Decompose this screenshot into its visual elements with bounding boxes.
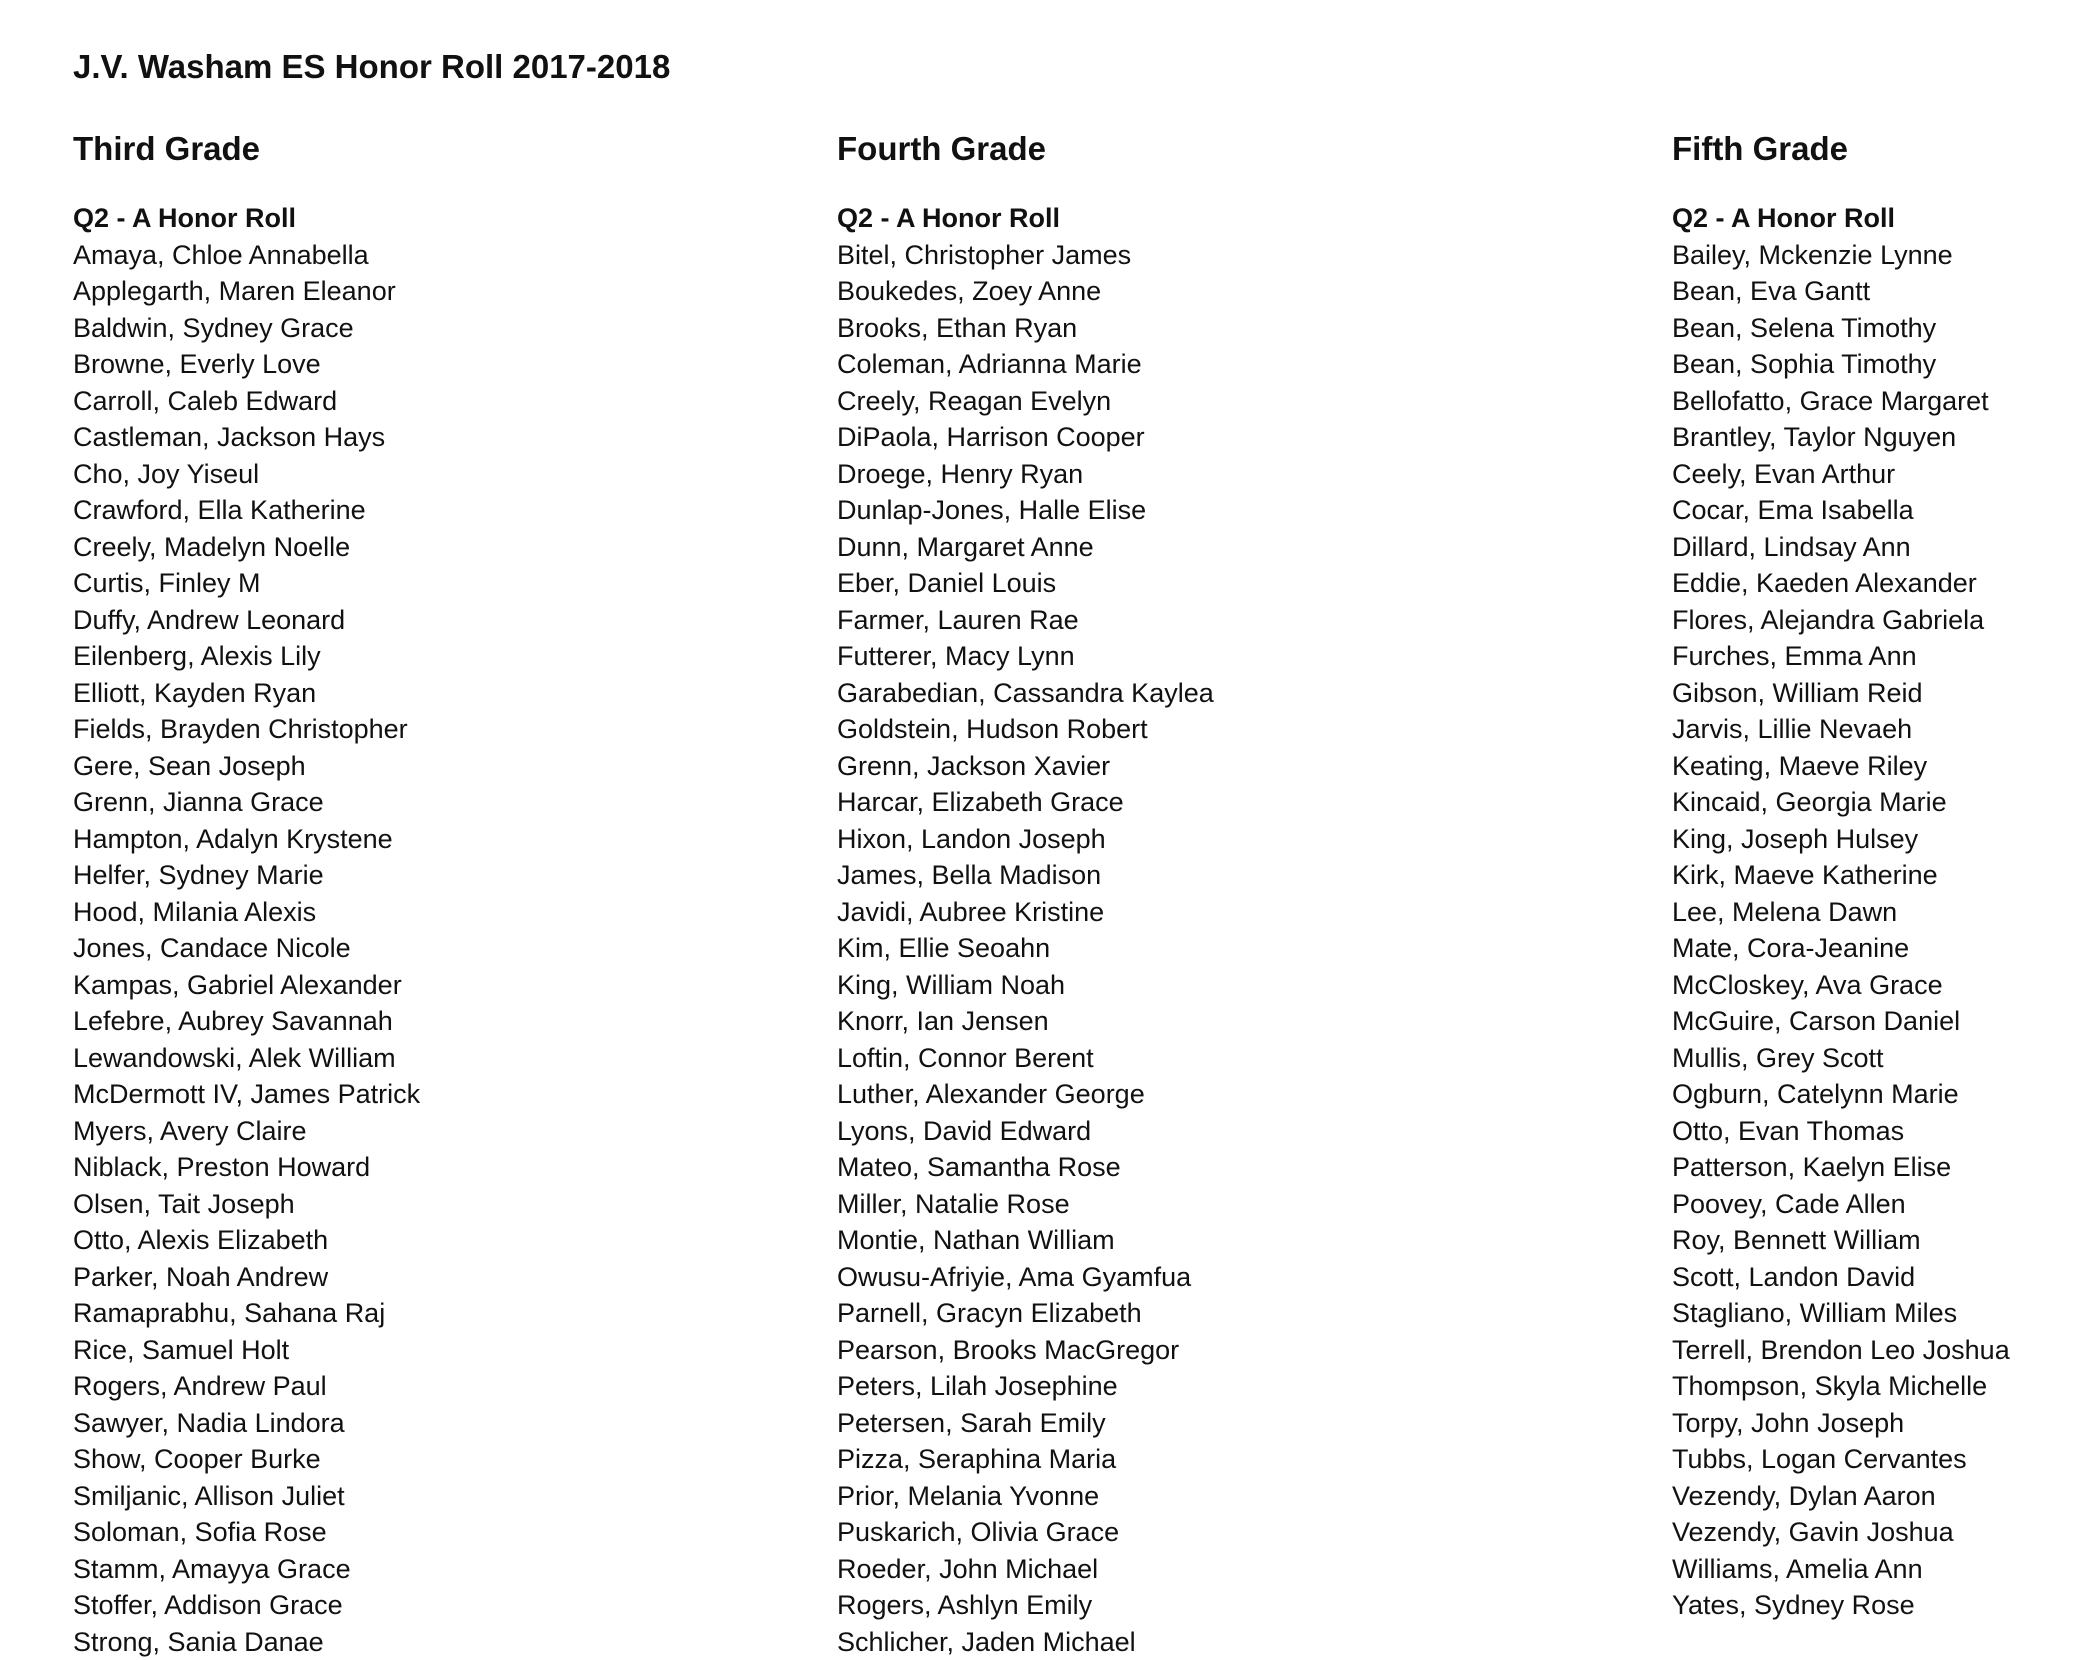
student-name: Droege, Henry Ryan (837, 456, 1214, 493)
student-name: Peters, Lilah Josephine (837, 1368, 1214, 1405)
student-name: Vezendy, Gavin Joshua (1672, 1514, 2010, 1551)
student-name: Jarvis, Lillie Nevaeh (1672, 711, 2010, 748)
student-name: Kincaid, Georgia Marie (1672, 784, 2010, 821)
student-name: Terrell, Brendon Leo Joshua (1672, 1332, 2010, 1369)
student-name: Lee, Melena Dawn (1672, 894, 2010, 931)
student-name: Olsen, Tait Joseph (73, 1186, 420, 1223)
student-name: Dunn, Margaret Anne (837, 529, 1214, 566)
student-name: Lyons, David Edward (837, 1113, 1214, 1150)
student-name: Fields, Brayden Christopher (73, 711, 420, 748)
student-name: Petersen, Sarah Emily (837, 1405, 1214, 1442)
student-name: Hixon, Landon Joseph (837, 821, 1214, 858)
student-name: Stamm, Amayya Grace (73, 1551, 420, 1588)
student-name: Mullis, Grey Scott (1672, 1040, 2010, 1077)
student-name: Lefebre, Aubrey Savannah (73, 1003, 420, 1040)
student-name: Rice, Samuel Holt (73, 1332, 420, 1369)
student-name: Schlicher, Jaden Michael (837, 1624, 1214, 1660)
student-name: Harcar, Elizabeth Grace (837, 784, 1214, 821)
student-name: Kampas, Gabriel Alexander (73, 967, 420, 1004)
student-name: Carroll, Caleb Edward (73, 383, 420, 420)
student-name: Brooks, Ethan Ryan (837, 310, 1214, 347)
student-name: Myers, Avery Claire (73, 1113, 420, 1150)
student-name: Eber, Daniel Louis (837, 565, 1214, 602)
student-name: Strong, Sania Danae (73, 1624, 420, 1660)
student-name: Thompson, Skyla Michelle (1672, 1368, 2010, 1405)
student-name: McGuire, Carson Daniel (1672, 1003, 2010, 1040)
student-name: Coleman, Adrianna Marie (837, 346, 1214, 383)
honor-roll-section-heading: Q2 - A Honor Roll (837, 200, 1214, 237)
student-name: Pizza, Seraphina Maria (837, 1441, 1214, 1478)
student-name: Bean, Sophia Timothy (1672, 346, 2010, 383)
honor-roll-section-heading: Q2 - A Honor Roll (1672, 200, 2010, 237)
student-name: Creely, Reagan Evelyn (837, 383, 1214, 420)
student-name: Bailey, Mckenzie Lynne (1672, 237, 2010, 274)
student-name: Prior, Melania Yvonne (837, 1478, 1214, 1515)
student-name: Hampton, Adalyn Krystene (73, 821, 420, 858)
fourth-grade-column (837, 126, 1214, 1660)
student-name: Gere, Sean Joseph (73, 748, 420, 785)
student-name: Futterer, Macy Lynn (837, 638, 1214, 675)
document-title: J.V. Washam ES Honor Roll 2017-2018 (73, 44, 670, 90)
student-name: Applegarth, Maren Eleanor (73, 273, 420, 310)
student-name: Elliott, Kayden Ryan (73, 675, 420, 712)
student-name: Kirk, Maeve Katherine (1672, 857, 2010, 894)
grade-heading: Fourth Grade (837, 126, 1214, 172)
student-name: Farmer, Lauren Rae (837, 602, 1214, 639)
student-name: Dunlap-Jones, Halle Elise (837, 492, 1214, 529)
student-name: Poovey, Cade Allen (1672, 1186, 2010, 1223)
student-name: Grenn, Jianna Grace (73, 784, 420, 821)
student-name: Smiljanic, Allison Juliet (73, 1478, 420, 1515)
student-name: Cocar, Ema Isabella (1672, 492, 2010, 529)
student-name: DiPaola, Harrison Cooper (837, 419, 1214, 456)
student-name: McDermott IV, James Patrick (73, 1076, 420, 1113)
student-name: Ceely, Evan Arthur (1672, 456, 2010, 493)
student-name: Crawford, Ella Katherine (73, 492, 420, 529)
student-name: Ogburn, Catelynn Marie (1672, 1076, 2010, 1113)
student-name: Otto, Evan Thomas (1672, 1113, 2010, 1150)
student-name: Grenn, Jackson Xavier (837, 748, 1214, 785)
student-name: Baldwin, Sydney Grace (73, 310, 420, 347)
student-name: Torpy, John Joseph (1672, 1405, 2010, 1442)
student-name: Luther, Alexander George (837, 1076, 1214, 1113)
student-name: Browne, Everly Love (73, 346, 420, 383)
student-name: Mate, Cora-Jeanine (1672, 930, 2010, 967)
student-name: Kim, Ellie Seoahn (837, 930, 1214, 967)
student-name: Yates, Sydney Rose (1672, 1587, 2010, 1624)
student-name: Rogers, Ashlyn Emily (837, 1587, 1214, 1624)
student-name: Miller, Natalie Rose (837, 1186, 1214, 1223)
student-name: King, Joseph Hulsey (1672, 821, 2010, 858)
student-name-list (837, 237, 1214, 1660)
student-name: Rogers, Andrew Paul (73, 1368, 420, 1405)
student-name: Bean, Selena Timothy (1672, 310, 2010, 347)
student-name: Castleman, Jackson Hays (73, 419, 420, 456)
grade-heading: Fifth Grade (1672, 126, 2010, 172)
student-name: Brantley, Taylor Nguyen (1672, 419, 2010, 456)
student-name: Duffy, Andrew Leonard (73, 602, 420, 639)
student-name: Sawyer, Nadia Lindora (73, 1405, 420, 1442)
student-name: Lewandowski, Alek William (73, 1040, 420, 1077)
student-name: Tubbs, Logan Cervantes (1672, 1441, 2010, 1478)
student-name: Otto, Alexis Elizabeth (73, 1222, 420, 1259)
student-name: Hood, Milania Alexis (73, 894, 420, 931)
student-name: Roeder, John Michael (837, 1551, 1214, 1588)
student-name: McCloskey, Ava Grace (1672, 967, 2010, 1004)
student-name: Helfer, Sydney Marie (73, 857, 420, 894)
student-name: Eddie, Kaeden Alexander (1672, 565, 2010, 602)
student-name: Creely, Madelyn Noelle (73, 529, 420, 566)
student-name: Keating, Maeve Riley (1672, 748, 2010, 785)
student-name: Cho, Joy Yiseul (73, 456, 420, 493)
student-name: Ramaprabhu, Sahana Raj (73, 1295, 420, 1332)
student-name: Loftin, Connor Berent (837, 1040, 1214, 1077)
fifth-grade-column (1672, 126, 2010, 1624)
student-name: Vezendy, Dylan Aaron (1672, 1478, 2010, 1515)
student-name: Jones, Candace Nicole (73, 930, 420, 967)
student-name: James, Bella Madison (837, 857, 1214, 894)
student-name: Puskarich, Olivia Grace (837, 1514, 1214, 1551)
student-name: Bitel, Christopher James (837, 237, 1214, 274)
student-name: Flores, Alejandra Gabriela (1672, 602, 2010, 639)
student-name-list (1672, 237, 2010, 1624)
student-name: Roy, Bennett William (1672, 1222, 2010, 1259)
student-name: Show, Cooper Burke (73, 1441, 420, 1478)
student-name: Boukedes, Zoey Anne (837, 273, 1214, 310)
student-name: Bean, Eva Gantt (1672, 273, 2010, 310)
student-name: Mateo, Samantha Rose (837, 1149, 1214, 1186)
third-grade-column (73, 126, 420, 1660)
student-name: Curtis, Finley M (73, 565, 420, 602)
student-name: Parnell, Gracyn Elizabeth (837, 1295, 1214, 1332)
student-name: Soloman, Sofia Rose (73, 1514, 420, 1551)
student-name: Knorr, Ian Jensen (837, 1003, 1214, 1040)
student-name: Parker, Noah Andrew (73, 1259, 420, 1296)
student-name: Owusu-Afriyie, Ama Gyamfua (837, 1259, 1214, 1296)
student-name-list (73, 237, 420, 1660)
student-name: Furches, Emma Ann (1672, 638, 2010, 675)
student-name: Javidi, Aubree Kristine (837, 894, 1214, 931)
student-name: Bellofatto, Grace Margaret (1672, 383, 2010, 420)
student-name: Scott, Landon David (1672, 1259, 2010, 1296)
student-name: Stoffer, Addison Grace (73, 1587, 420, 1624)
student-name: Niblack, Preston Howard (73, 1149, 420, 1186)
grade-heading: Third Grade (73, 126, 420, 172)
student-name: Pearson, Brooks MacGregor (837, 1332, 1214, 1369)
student-name: Goldstein, Hudson Robert (837, 711, 1214, 748)
student-name: Patterson, Kaelyn Elise (1672, 1149, 2010, 1186)
student-name: Gibson, William Reid (1672, 675, 2010, 712)
student-name: Dillard, Lindsay Ann (1672, 529, 2010, 566)
student-name: Montie, Nathan William (837, 1222, 1214, 1259)
student-name: Williams, Amelia Ann (1672, 1551, 2010, 1588)
student-name: Garabedian, Cassandra Kaylea (837, 675, 1214, 712)
student-name: Amaya, Chloe Annabella (73, 237, 420, 274)
student-name: Stagliano, William Miles (1672, 1295, 2010, 1332)
student-name: Eilenberg, Alexis Lily (73, 638, 420, 675)
student-name: King, William Noah (837, 967, 1214, 1004)
honor-roll-section-heading: Q2 - A Honor Roll (73, 200, 420, 237)
